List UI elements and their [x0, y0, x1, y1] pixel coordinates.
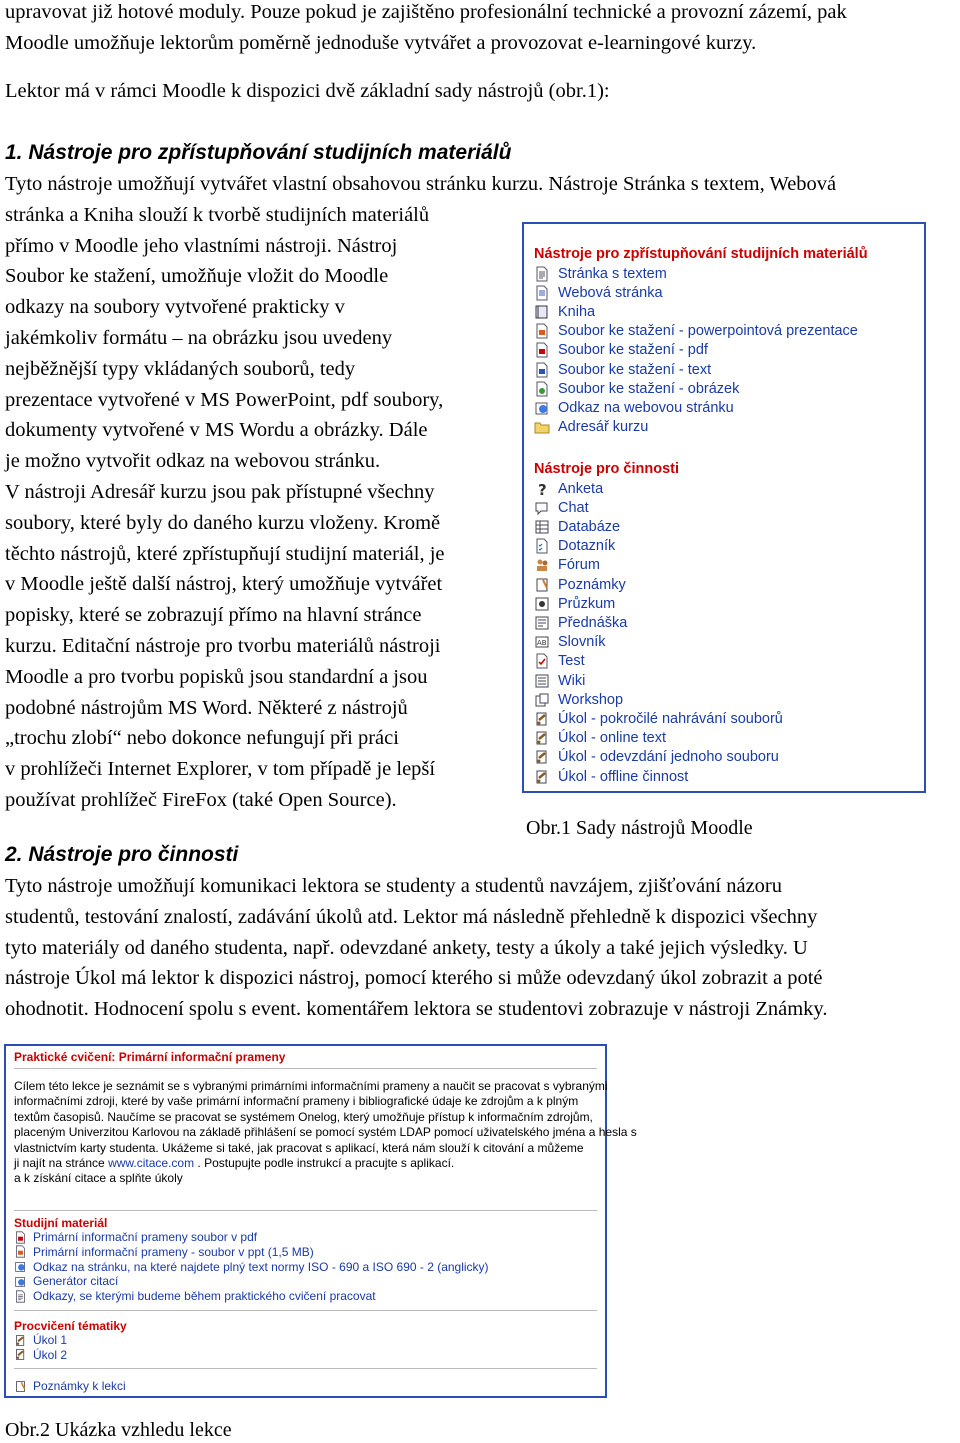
text-line: Tyto nástroje umožňují komunikaci lektora se studenty a studentů navzájem, zjišťování názoru	[5, 875, 783, 897]
text-line: a k získání citace a splňte úkoly	[14, 1171, 183, 1186]
text-line: nástroje Úkol má lektor k dispozici nástroj, pomocí kterého si může odevzdaný úkol zobrazit a poté	[5, 967, 823, 990]
svg-text:?: ?	[538, 480, 547, 497]
text-line: V nástroji Adresář kurzu jsou pak přístupné všechny	[5, 480, 435, 503]
book-icon	[534, 304, 550, 320]
text-line: upravovat již hotové moduly. Pouze pokud je zajištěno profesionální technické a provozní zázemí, pak	[5, 1, 847, 23]
activity-item[interactable]	[534, 517, 620, 536]
quiz-icon	[534, 653, 550, 669]
citace-link[interactable]: www.citace.com	[108, 1156, 195, 1171]
practice-item[interactable]	[14, 1333, 67, 1347]
activity-item[interactable]	[534, 652, 585, 671]
tool-item[interactable]	[534, 283, 663, 302]
text-line: studentů, testování znalostí, zadávání úkolů atd. Lektor má následně přehledně k dispozici všechny	[5, 905, 818, 928]
activity-item[interactable]	[534, 594, 615, 613]
activity-item-label: Poznámky	[558, 576, 626, 593]
pdf-icon	[14, 1231, 27, 1244]
assignment-icon	[14, 1348, 27, 1361]
link-icon	[14, 1260, 27, 1273]
lektor-paragraph	[5, 76, 610, 107]
notes-icon	[534, 577, 550, 593]
tool-item[interactable]	[534, 379, 739, 398]
material-item[interactable]	[14, 1289, 376, 1303]
tool-item[interactable]	[534, 418, 648, 437]
divider	[14, 1310, 597, 1311]
figure1-caption: Obr.1 Sady nástrojů Moodle	[526, 817, 753, 839]
activity-item-label: Fórum	[558, 557, 600, 574]
figure-moodle-toolsets	[522, 222, 926, 793]
activity-item[interactable]	[534, 748, 779, 767]
text-segment: ji najít na stránce	[14, 1156, 105, 1171]
tool-item-label: Soubor ke stažení - obrázek	[558, 380, 740, 397]
lesson-description	[14, 1079, 637, 1187]
questionnaire-icon	[534, 538, 550, 554]
assignment-icon	[14, 1334, 27, 1347]
word-icon	[534, 362, 550, 378]
tool-item[interactable]	[534, 302, 595, 321]
text-line: placeným Univerzitou Karlovou na základě přihlášení se pomocí systém LDAP pomocí uživatelského jména a hesla s	[14, 1125, 637, 1140]
database-icon	[534, 519, 550, 535]
activity-item-label: Test	[558, 653, 585, 670]
text-line: tyto materiály od daného studenta, např. odevzdané ankety, testy a úkoly a také jejich výsledky. U	[5, 936, 808, 959]
tool-item[interactable]	[534, 322, 858, 341]
activity-item-label: Chat	[558, 499, 589, 516]
tool-item-label: Odkaz na webovou stránku	[558, 399, 734, 416]
text-line: informačními zdroji, které by vaše primární informační prameny i bibliografické údaje ke zdrojům a k plným	[14, 1094, 579, 1109]
activity-item[interactable]	[534, 498, 589, 517]
activity-item-label: Workshop	[558, 691, 624, 708]
survey-icon	[534, 596, 550, 612]
text-line: dokumenty vytvořené v MS Wordu a obrázky. Dále	[5, 419, 428, 442]
figure2-caption: Obr.2 Ukázka vzhledu lekce	[5, 1419, 232, 1441]
tool-item-label: Webová stránka	[558, 284, 663, 301]
question-icon	[534, 481, 550, 497]
text-line: Tyto nástroje umožňují vytvářet vlastní obsahovou stránku kurzu. Nástroje Stránka s textem, Webová	[5, 173, 837, 195]
page-icon	[534, 266, 550, 282]
tool-item-label: Soubor ke stažení - powerpointová prezentace	[558, 323, 858, 340]
divider	[14, 1068, 597, 1069]
assignment-icon	[534, 749, 550, 765]
svg-text:AB: AB	[537, 639, 547, 648]
material-item-label: Odkaz na stránku, na které najdete plný text normy ISO - 690 a ISO 690 - 2 (anglicky)	[33, 1259, 489, 1274]
tool-item-label: Soubor ke stažení - pdf	[558, 342, 708, 359]
text-line: odkazy na soubory vytvořené prakticky v	[5, 296, 345, 319]
text-line: těchto nástrojů, které zpřístupňují studijní materiál, je	[5, 542, 445, 565]
practice-item-label: Úkol 1	[33, 1333, 68, 1347]
material-item-label: Odkazy, se kterými budeme během praktického cvičení pracovat	[33, 1289, 376, 1304]
text-line: v prohlížeči Internet Explorer, v tom případě je lepší	[5, 758, 436, 781]
lesson-notes-label: Poznámky k lekci	[33, 1379, 126, 1393]
text-line	[14, 1156, 599, 1171]
activity-item-label: Úkol - pokročilé nahrávání souborů	[558, 710, 783, 727]
text-line: nejběžnější typy vkládaných souborů, tedy	[5, 357, 356, 380]
chat-icon	[534, 500, 550, 516]
activity-item-label: Databáze	[558, 518, 621, 535]
text-line: přímo v Moodle jeho vlastními nástroji. Nástroj	[5, 234, 398, 257]
text-line: jakémkoliv formátu – na obrázku jsou uvedeny	[5, 326, 393, 349]
text-line: Cílem této lekce je seznámit se s vybranými primárními informačními prameny a naučit se pracovat s vybranými	[14, 1079, 608, 1093]
notes-icon	[14, 1380, 27, 1393]
material-item[interactable]	[14, 1260, 489, 1274]
text-line: ohodnotit. Hodnocení spolu s event. komentářem lektora se studentovi zobrazuje v nástroji Známky.	[5, 998, 828, 1021]
text-line: „trochu zlobí“ nebo dokonce nefungují při práci	[5, 727, 399, 750]
text-segment: . Postupujte podle instrukcí a pracujte s aplikací.	[194, 1156, 455, 1171]
lesson-title: Praktické cvičení: Primární informační prameny	[14, 1050, 286, 1064]
tool-item-label: Soubor ke stažení - text	[558, 361, 712, 378]
text-line: kurzu. Editační nástroje pro tvorbu materiálů nástroji	[5, 634, 441, 657]
folder-icon	[534, 419, 550, 435]
activity-item[interactable]	[534, 479, 603, 498]
fig2-section-practice-title: Procvičení tématiky	[14, 1319, 127, 1333]
text-line: Moodle umožňuje lektorům poměrně jednoduše vytvářet a provozovat e-learningové kurzy.	[5, 31, 757, 54]
activity-item-label: Úkol - odevzdání jednoho souboru	[558, 749, 779, 766]
powerpoint-icon	[534, 323, 550, 339]
tool-item-label: Adresář kurzu	[558, 419, 649, 436]
link-icon	[534, 400, 550, 416]
activity-item-label: Slovník	[558, 634, 606, 651]
intro-paragraph	[5, 0, 847, 59]
activity-item-label: Přednáška	[558, 614, 628, 631]
material-item[interactable]	[14, 1230, 257, 1244]
activity-item-label: Úkol - offline činnost	[558, 768, 689, 785]
text-line: stránka a Kniha slouží k tvorbě studijních materiálů	[5, 203, 430, 226]
forum-icon	[534, 557, 550, 573]
text-line: prezentace vytvořené v MS PowerPoint, pdf soubory,	[5, 388, 444, 411]
page-icon	[14, 1290, 27, 1303]
heading-2: 2. Nástroje pro činnosti	[5, 843, 239, 866]
link-icon	[14, 1275, 27, 1288]
workshop-icon	[534, 692, 550, 708]
lesson-notes-item[interactable]	[14, 1379, 126, 1393]
section2-paragraph	[5, 871, 827, 1025]
activity-item-label: Průzkum	[558, 595, 616, 612]
text-line: vlastnictvím karty studenta. Ukážeme si také, jak pracovat s aplikací, která nám slouží k citování a můžeme	[14, 1140, 584, 1155]
assignment-icon	[534, 711, 550, 727]
material-item[interactable]	[14, 1274, 118, 1288]
text-line: Moodle a pro tvorbu popisků jsou standardní a jsou	[5, 665, 428, 688]
divider	[14, 1368, 597, 1369]
activity-item[interactable]	[534, 709, 783, 728]
text-line: podobné nástrojům MS Word. Některé z nástrojů	[5, 696, 408, 719]
tool-item-label: Kniha	[558, 303, 596, 320]
activity-item[interactable]	[534, 767, 688, 786]
assignment-icon	[534, 769, 550, 785]
fig1-section-activities-title: Nástroje pro činnosti	[534, 461, 680, 477]
fig2-section-materials-title: Studijní materiál	[14, 1216, 108, 1230]
text-line: textům časopisů. Naučíme se pracovat se systémem Onelog, který umožňuje přístup k informačním zdrojům,	[14, 1109, 593, 1124]
activity-item-label: Wiki	[558, 672, 586, 689]
tool-item[interactable]	[534, 341, 708, 360]
practice-item[interactable]	[14, 1348, 67, 1362]
text-line: Soubor ke stažení, umožňuje vložit do Moodle	[5, 265, 389, 288]
material-item-label: Generátor citací	[33, 1274, 119, 1289]
activity-item[interactable]	[534, 633, 606, 652]
text-line: je možno vytvořit odkaz na webovou stránku.	[5, 450, 381, 473]
text-line: používat prohlížeč FireFox (také Open Source).	[5, 788, 397, 811]
text-line: Lektor má v rámci Moodle k dispozici dvě základní sady nástrojů (obr.1):	[5, 80, 610, 102]
image-icon	[534, 381, 550, 397]
activity-item-label: Dotazník	[558, 538, 616, 555]
activity-item-label: Anketa	[558, 480, 604, 497]
divider	[14, 1210, 597, 1211]
material-item-label: Primární informační prameny soubor v pdf	[33, 1230, 258, 1244]
activity-item-label: Úkol - online text	[558, 730, 666, 747]
figure-lesson-preview	[4, 1044, 637, 1398]
powerpoint-icon	[14, 1245, 27, 1258]
activity-item[interactable]	[534, 690, 623, 709]
tool-item[interactable]	[534, 398, 734, 417]
fig1-section-materials-title: Nástroje pro zpřístupňování studijních materiálů	[534, 246, 868, 262]
web-page-icon	[534, 285, 550, 301]
material-item-label: Primární informační prameny - soubor v ppt (1,5 MB)	[33, 1244, 314, 1259]
activity-item[interactable]	[534, 671, 585, 690]
assignment-icon	[534, 730, 550, 746]
tool-item-label: Stránka s textem	[558, 265, 667, 282]
practice-item-label: Úkol 2	[33, 1347, 68, 1362]
text-line: soubory, které byly do daného kurzu vloženy. Kromě	[5, 511, 441, 534]
lesson-icon	[534, 615, 550, 631]
tool-item[interactable]	[534, 360, 711, 379]
activity-item[interactable]	[534, 729, 666, 748]
material-item[interactable]	[14, 1245, 314, 1259]
text-line: v Moodle ještě další nástroj, který umožňuje vytvářet	[5, 573, 443, 596]
activity-item[interactable]	[534, 537, 615, 556]
text-line: popisky, které se zobrazují přímo na hlavní stránce	[5, 604, 422, 627]
tool-item[interactable]	[534, 264, 667, 283]
heading-1: 1. Nástroje pro zpřístupňování studijních materiálů	[5, 141, 512, 164]
pdf-icon	[534, 342, 550, 358]
activity-item[interactable]	[534, 575, 626, 594]
wiki-icon	[534, 673, 550, 689]
activity-item[interactable]	[534, 556, 600, 575]
activity-item[interactable]	[534, 613, 627, 632]
glossary-icon	[534, 634, 550, 650]
